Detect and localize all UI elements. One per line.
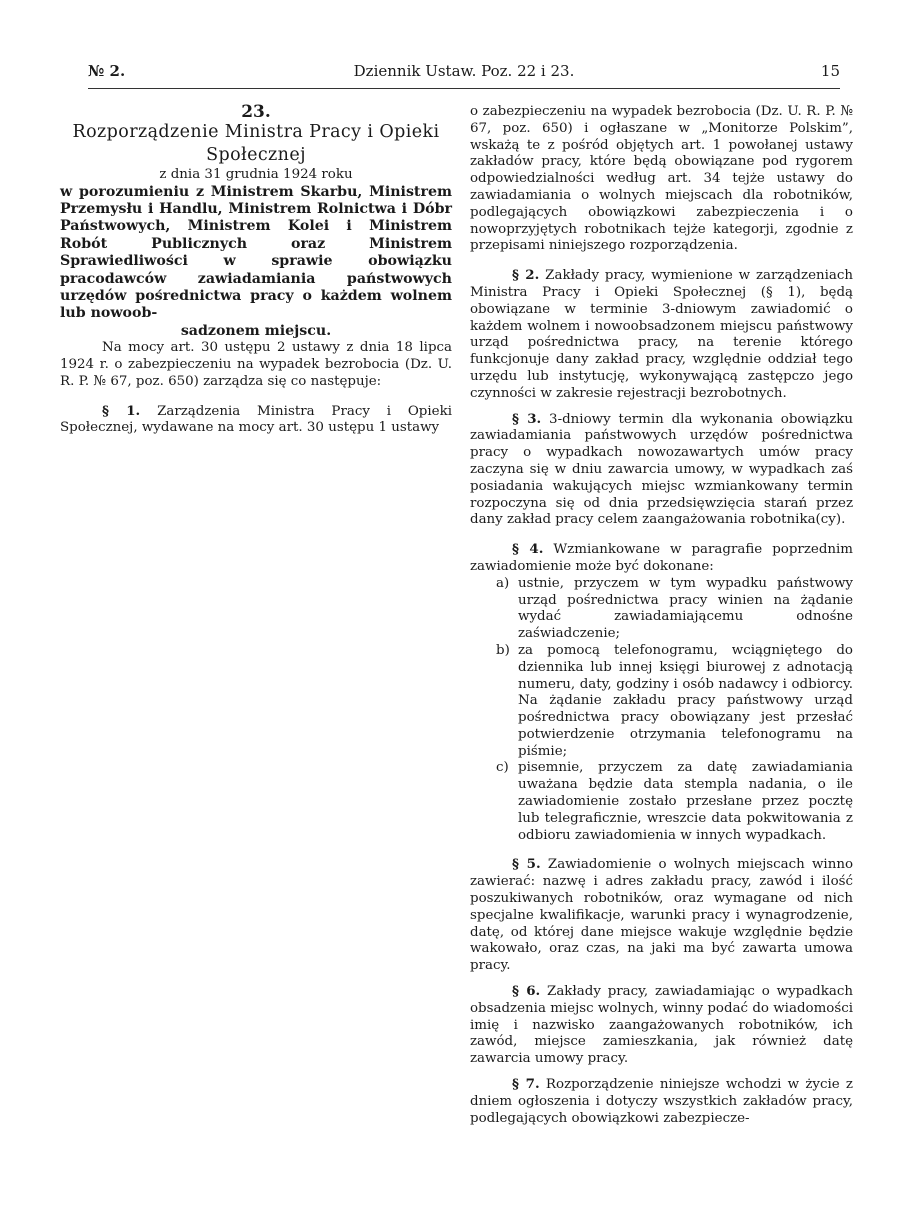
act-date: z dnia 31 grudnia 1924 roku <box>159 166 353 182</box>
section-3-label: § 3. <box>512 410 542 427</box>
section-1-label: § 1. <box>102 402 141 419</box>
act-number: 23. <box>241 102 271 122</box>
section-3 <box>470 411 853 530</box>
item-text: za pomocą telefonogramu, wciągniętego do dziennika lub innej księgi biurowej z adnotacją numeru, daty, godziny i osób nadawcy i odbiorcy. Na żądanie zakładu pracy państwowy urząd pośrednictwa pracy obowiązany jest przesłać potwierdzenie otrzymania telefonogramu na piśmie; <box>518 642 853 759</box>
section-6-label: § 6. <box>512 983 541 1000</box>
section-2-label: § 2. <box>512 267 540 284</box>
issue-number: № 2. <box>88 62 126 80</box>
section-7-text: Rozporządzenie niniejsze wchodzi w życie z dniem ogłoszenia i dotyczy wszystkich zakładów pracy, podlegających obowiązkowi zabezpiecze- <box>470 1077 853 1126</box>
section-4-item-a <box>470 576 853 643</box>
preamble: Na mocy art. 30 ustępu 2 ustawy z dnia 18 lipca 1924 r. o zabezpieczeniu na wypadek bezrobocia (Dz. U. R. P. № 67, poz. 650) zarządza się co następuje: <box>60 340 452 389</box>
section-1-continuation: o zabezpieczeniu na wypadek bezrobocia (Dz. U. R. P. № 67, poz. 650) i ogłaszane w „Monitorze Polskim”, wskażą te z pośród objętych art. 1 powołanej ustawy zakładów pracy, które będą obowiązane pod rygorem odpowiedzialności według art. 34 tejże ustawy do zawiadamiania o wolnych miejscach dla robotników, podlegających obowiązkowi zabezpieczenia i o nowoprzyjętych robotnikach tejże kategorji, zgodnie z przepisami niniejszego rozporządzenia. <box>470 104 853 254</box>
section-4-item-b <box>470 643 853 761</box>
section-2-text: Zakłady pracy, wymienione w zarządzeniach Ministra Pracy i Opieki Społecznej (§ 1), będą obowiązane w terminie 3-dniowym zawiadomić o każdem wolnem i nowoobsadzonem miejscu państwowy urząd pośrednictwa pracy, na terenie którego funkcjonuje dany zakład pracy, względnie oddział tego urzędu lub instytucję, wykonywającą zastępczo jego czynności w zakresie rejestracji bezrobotnych. <box>470 268 854 401</box>
act-subject-main: w porozumieniu z Ministrem Skarbu, Ministrem Przemysłu i Handlu, Ministrem Rolnictwa i Dóbr Państwowych, Ministrem Kolei i Ministrem Robót Publicznych oraz Ministrem Sprawiedliwości w sprawie obowiązku pracodawców zawiadamiania państwowych urzędów pośrednictwa pracy o każdem wolnem lub nowoob- <box>60 183 452 322</box>
section-1-start <box>60 403 452 438</box>
right-column <box>470 104 853 1127</box>
section-4-text: Wzmiankowane w paragrafie poprzednim zawiadomienie może być dokonane: <box>470 542 853 574</box>
item-marker: a) <box>496 575 510 591</box>
section-6-text: Zakłady pracy, zawiadamiając o wypadkach obsadzenia miejsc wolnych, winny podać do wiadomości imię i nazwisko zaangażowanych robotników, ich zawód, miejsce zamieszkania, jak również datę zawarcia umowy pracy. <box>470 984 853 1067</box>
act-subject <box>60 184 452 341</box>
section-4-label: § 4. <box>512 541 544 558</box>
section-6 <box>470 983 853 1068</box>
section-3-text: 3-dniowy termin dla wykonania obowiązku zawiadamiania państwowych urzędów pośrednictwa pracy o wypadkach nowozawartych umów pracy zaczyna się w dniu zawarcia umowy, w wypadkach zaś posiadania wakujących miejsc wzmiankowany termin rozpoczyna się od dnia przedsięwzięcia starań przez dany zakład pracy celem zaangażowania robotnika(cy). <box>470 411 853 528</box>
section-5-label: § 5. <box>512 856 541 873</box>
section-7 <box>470 1076 853 1127</box>
act-subject-last: sadzonem miejscu. <box>180 322 332 339</box>
section-1-text-left: Zarządzenia Ministra Pracy i Opieki Społecznej, wydawane na mocy art. 30 ustępu 1 ustawy <box>60 403 452 436</box>
section-4-item-c <box>470 760 853 844</box>
section-4 <box>470 541 853 576</box>
left-column <box>60 104 452 437</box>
act-title: Rozporządzenie Ministra Pracy i Opieki Społecznej <box>72 121 440 165</box>
header-divider <box>88 88 840 89</box>
item-text: ustnie, przyczem w tym wypadku państwowy urząd pośrednictwa pracy winien na żądanie wydać zawiadamiającemu odnośne zaświadczenie; <box>518 575 853 642</box>
item-marker: c) <box>496 760 509 776</box>
section-2 <box>470 267 853 402</box>
section-5-text: Zawiadomienie o wolnych miejscach winno zawierać: nazwę i adres zakładu pracy, zawód i ilość poszukiwanych robotników, oraz wymagane od nich specjalne kwalifikacje, warunki pracy i wynagrodzenie, datę, od której dane miejsce wakuje względnie będzie wakowało, oraz czas, na jaki ma być zawarta umowa pracy. <box>470 857 853 974</box>
item-text: pisemnie, przyczem za datę zawiadamiania uważana będzie data stempla nadania, o ile zawiadomienie zostało przesłane przez pocztę lub telegraficznie, wreszcie data pokwitowania z odbioru zawiadomienia w innych wypadkach. <box>518 760 853 843</box>
page-number: 15 <box>820 62 840 80</box>
section-7-label: § 7. <box>512 1076 540 1093</box>
journal-title: Dziennik Ustaw. Poz. 22 i 23. <box>353 62 575 80</box>
item-marker: b) <box>496 642 510 658</box>
page-header <box>88 62 840 86</box>
section-5 <box>470 856 853 975</box>
